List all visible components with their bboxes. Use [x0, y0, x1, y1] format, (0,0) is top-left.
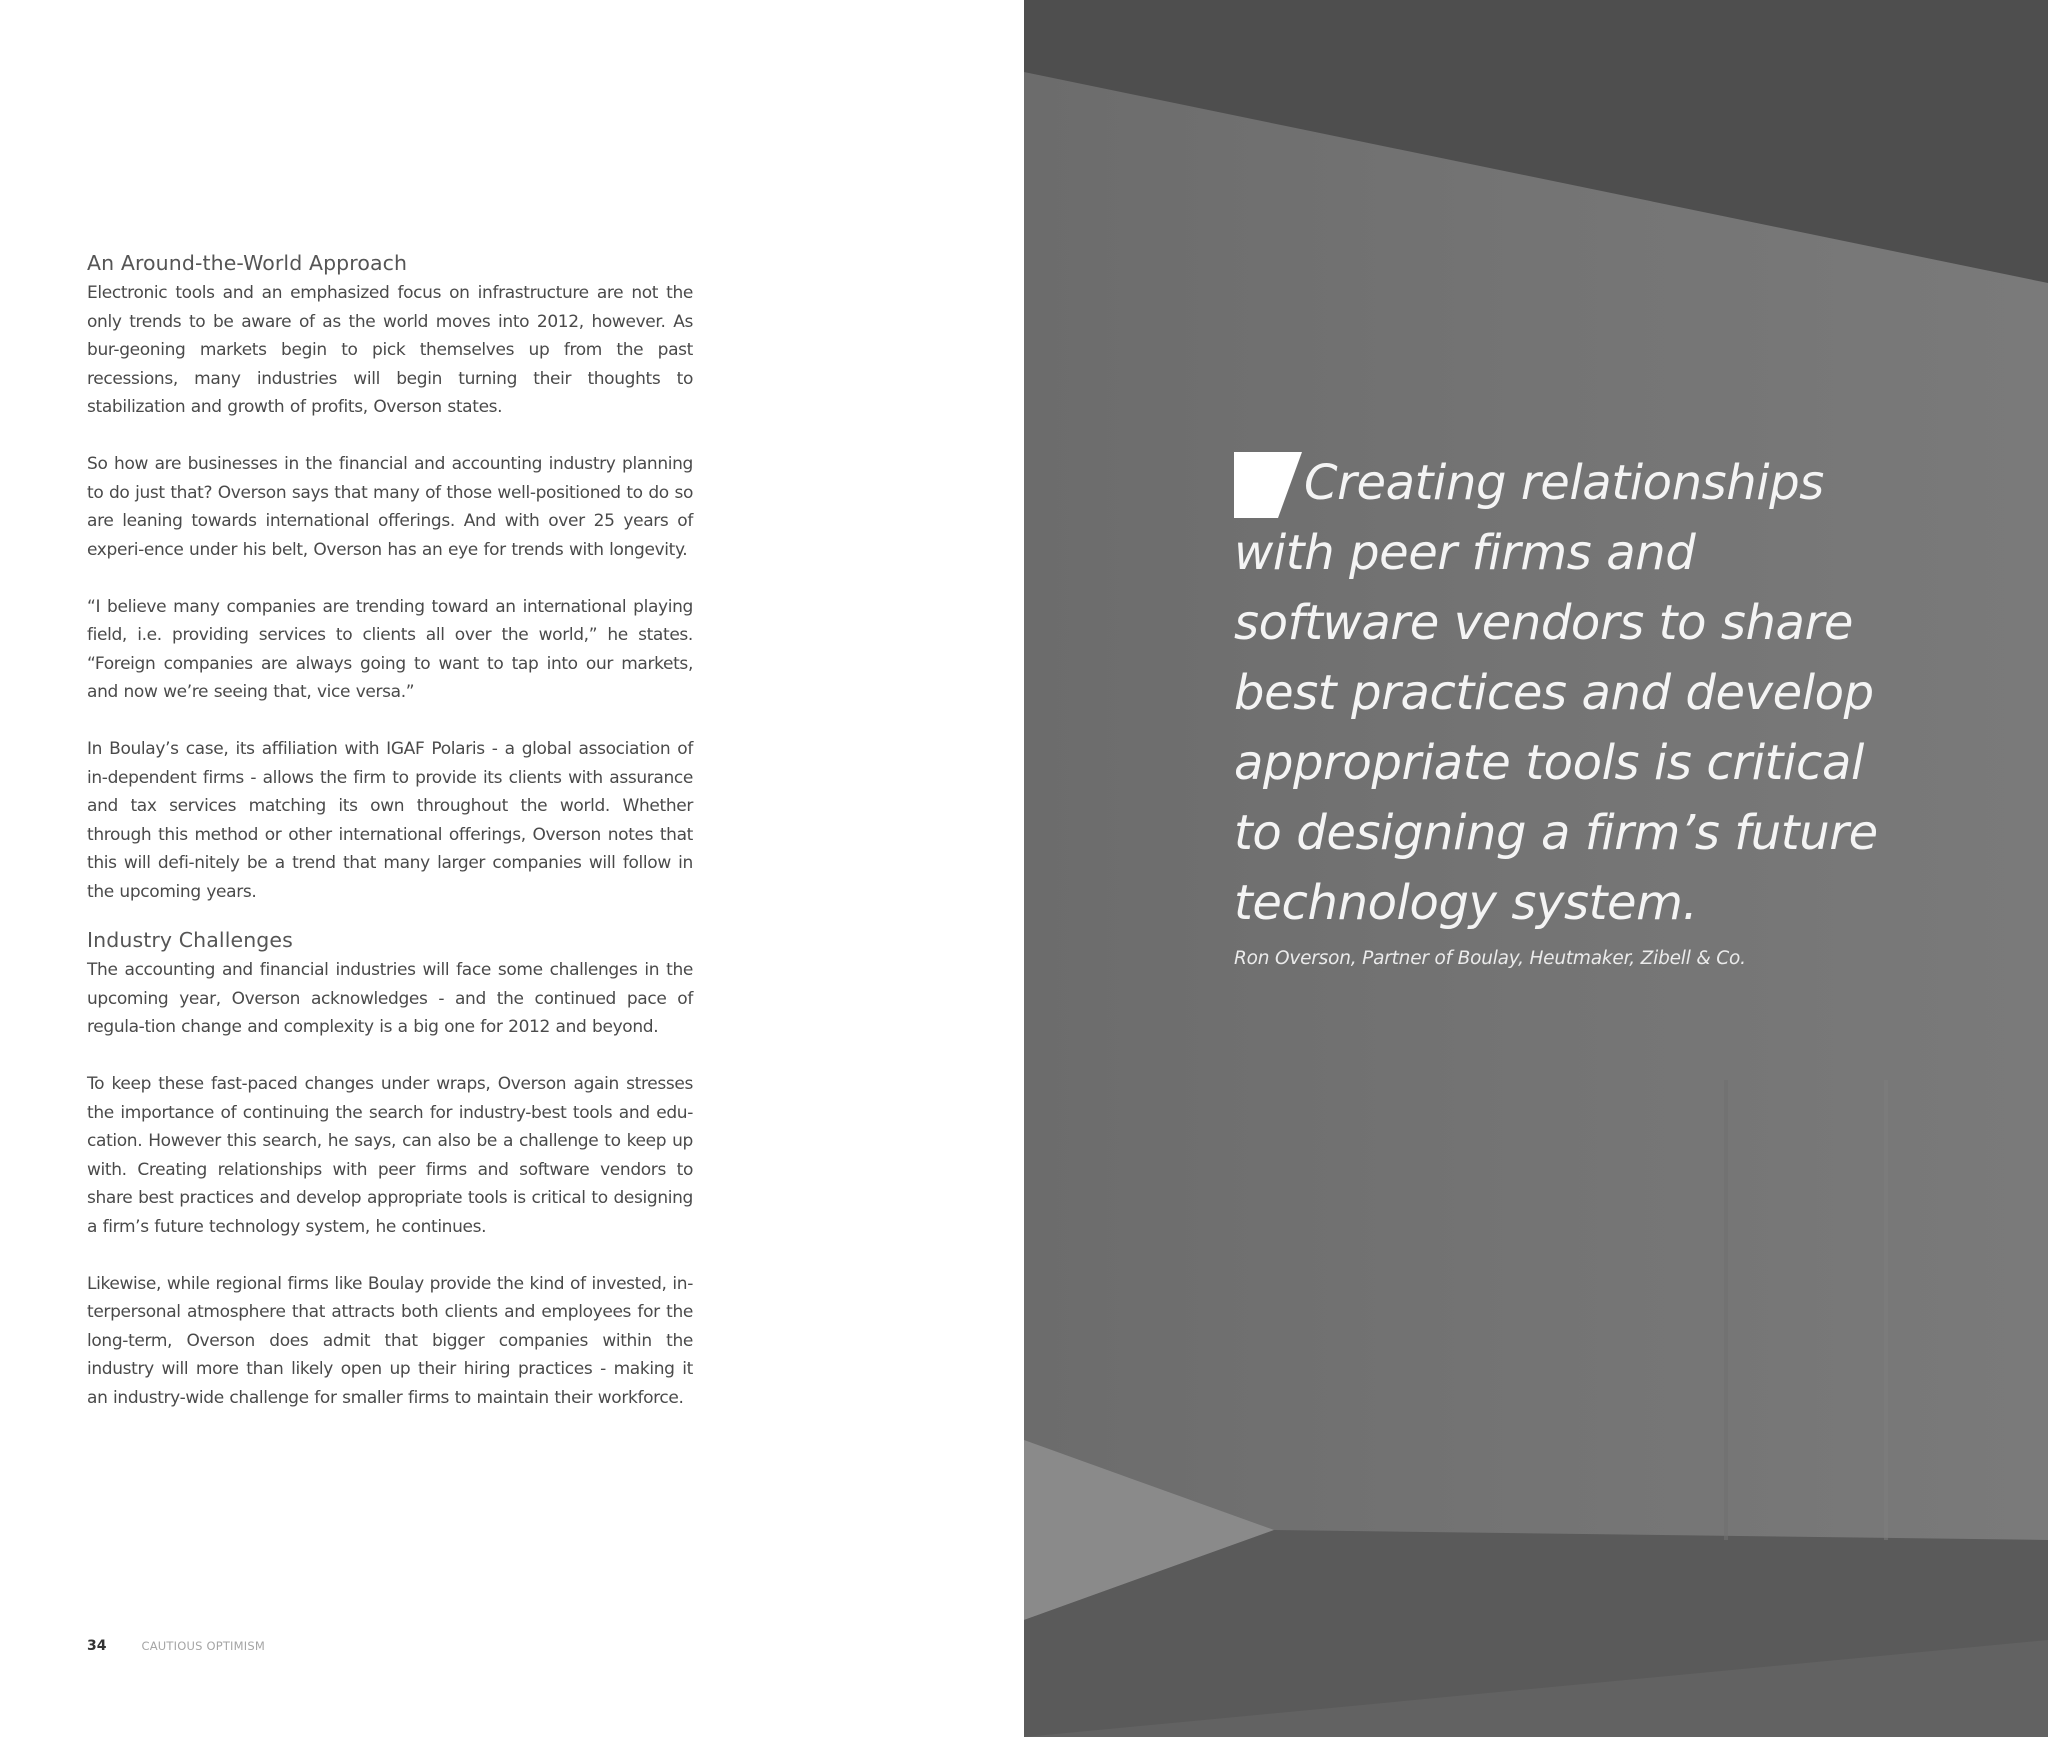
page-footer [87, 1638, 265, 1654]
article-paragraph: So how are businesses in the financial and accounting industry planning to do just that? Overson says that many of those well-positioned to do so are leaning towards international offerings. And with over 25 years of experi-ence under his belt, Overson has an eye for trends with longevity. [87, 454, 693, 560]
article-paragraph: “I believe many companies are trending toward an international playing field, i.e. providing services to clients all over the world,” he states. “Foreign companies are always going to want to tap into our markets, and now we’re seeing that, vice versa.” [87, 596, 693, 702]
section-heading-around-the-world: An Around-the-World Approach [87, 251, 408, 275]
article-paragraph: The accounting and financial industries will face some challenges in the upcoming year, Overson acknowledges - and the continued pace of regula-tion change and complexity is a big one for 2012 and beyond. [87, 960, 693, 1037]
article-paragraph: To keep these fast-paced changes under wraps, Overson again stresses the importance of continuing the search for industry-best tools and edu-cation. However this search, he says, can also be a challenge to keep up with. Creating relationships with peer firms and software vendors to share best practices and develop appropriate tools is critical to designing a firm’s future technology system, he continues. [87, 1074, 693, 1237]
article-paragraph: Electronic tools and an emphasized focus on infrastructure are not the only trends to be aware of as the world moves into 2012, however. As bur-geoning markets begin to pick themselves up from the past recessions, many industries will begin turning their thoughts to stabilization and growth of profits, Overson states. [87, 283, 693, 417]
quote-mark-icon [1234, 448, 1302, 518]
article-body [87, 247, 693, 1441]
pull-quote-attribution: Ron Overson, Partner of Boulay, Heutmaker, Zibell & Co. [1234, 948, 1746, 969]
section-heading-industry-challenges: Industry Challenges [87, 928, 293, 952]
pull-quote [1234, 448, 1914, 969]
article-paragraph: In Boulay’s case, its affiliation with IGAF Polaris - a global association of in-dependent firms - allows the firm to provide its clients with assurance and tax services matching its own throughout the world. Whether through this method or other international offerings, Overson notes that this will defi-nitely be a trend that many larger companies will follow in the upcoming years. [87, 739, 693, 902]
right-page [1024, 0, 2048, 1737]
article-paragraph: Likewise, while regional firms like Boulay provide the kind of invested, in-terpersonal atmosphere that attracts both clients and employees for the long-term, Overson does admit that bigger companies within the industry will more than likely open up their hiring practices - making it an industry-wide challenge for smaller firms to maintain their workforce. [87, 1273, 693, 1408]
pull-quote-text [1234, 448, 1914, 938]
page-number: 34 [87, 1638, 107, 1654]
pull-quote-body: Creating relationships with peer firms and software vendors to share best practices and develop appropriate tools is critical to designing a firm’s future technology system. [1234, 455, 1878, 931]
publication-title: CAUTIOUS OPTIMISM [141, 1639, 265, 1653]
